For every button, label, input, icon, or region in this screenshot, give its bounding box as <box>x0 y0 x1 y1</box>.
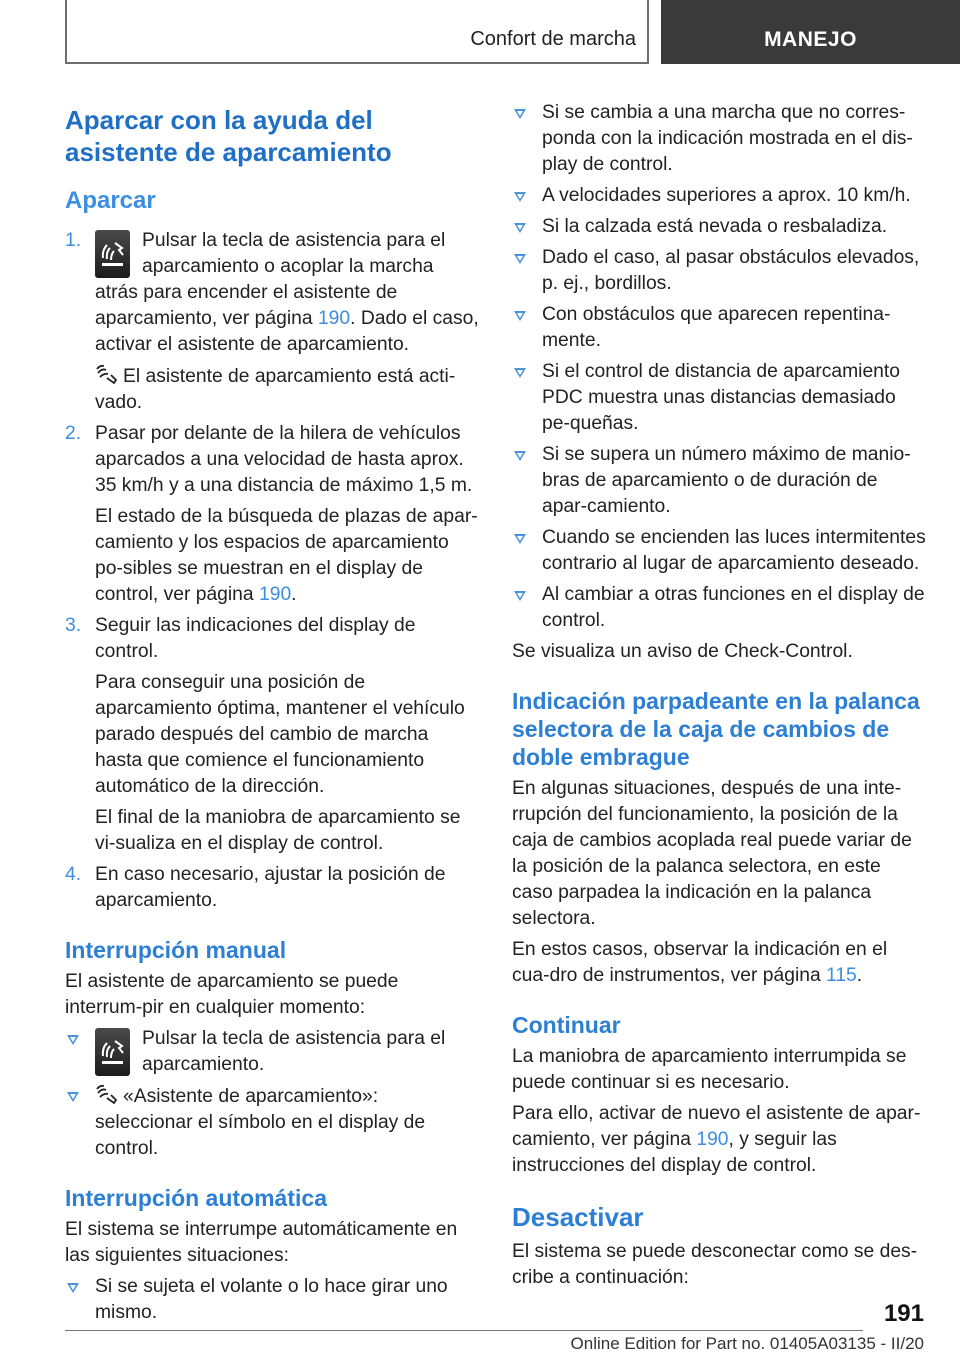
parking-assistant-symbol-icon <box>95 1083 119 1105</box>
heading-indicacion-parpadeante: Indicación parpadeante en la palanca selectora de la caja de cambios de doble embrague <box>512 688 920 770</box>
step-1-note <box>65 363 479 416</box>
paragraph: El sistema se interrumpe automáticamente en las siguientes situaciones: <box>65 1219 458 1266</box>
page-title: Aparcar con la ayuda del asistente de aparcamiento <box>65 105 392 167</box>
bullet-triangle-icon <box>514 302 528 328</box>
bullet-triangle-icon <box>514 359 528 385</box>
list-item-text: Con obstáculos que aparecen repentina-mente. <box>542 304 891 351</box>
note-text: El asistente de aparcamiento está acti-vado. <box>95 366 456 413</box>
note-text: . <box>291 584 297 605</box>
step-text: Seguir las indicaciones del display de control. <box>95 615 416 662</box>
list-item <box>512 302 926 354</box>
footer-divider <box>65 1330 863 1331</box>
step-3 <box>65 613 479 665</box>
list-item-text: A velocidades superiores a aprox. 10 km/h. <box>542 185 911 206</box>
bullet-triangle-icon <box>514 525 528 551</box>
paragraph-text: , y seguir las instrucciones del display de control. <box>512 1129 837 1176</box>
paragraph: El asistente de aparcamiento se puede interrum-pir en cualquier momento: <box>65 971 399 1018</box>
list-item-text: «Asistente de aparcamiento»: seleccionar el símbolo en el display de control. <box>95 1086 426 1159</box>
list-item-text: Al cambiar a otras funciones en el display de control. <box>542 584 925 631</box>
page-number: 191 <box>883 1300 924 1327</box>
list-item <box>512 442 926 520</box>
paragraph: En algunas situaciones, después de una inte-rrupción del funcionamiento, la posición de la caja de cambios acoplada real puede variar de la posición de la palanca selectora, en este caso parpadea la indicación en la palanca selectora. <box>512 778 912 929</box>
step-1 <box>65 228 479 358</box>
step-2 <box>65 421 479 499</box>
header-section-title: Confort de marcha <box>470 28 636 50</box>
bullet-triangle-icon <box>514 442 528 468</box>
list-item <box>512 245 926 297</box>
paragraph-text: Para ello, activar de nuevo el asistente de apar-camiento, ver página <box>512 1103 921 1150</box>
page-reference-link[interactable]: 115 <box>826 965 857 986</box>
step-number: 1. <box>65 230 82 251</box>
header-chapter-tab: MANEJO <box>661 0 960 64</box>
paragraph <box>512 937 926 989</box>
list-item-text: Dado el caso, al pasar obstáculos elevados, p. ej., bordillos. <box>542 247 920 294</box>
list-item-text: Si se supera un número máximo de manio-bras de aparcamiento o de duración de apar-camiento. <box>542 444 911 517</box>
step-text: Pasar por delante de la hilera de vehículos aparcados a una velocidad de hasta aprox. 35 km/h y a una distancia de máximo 1,5 m. <box>95 423 473 496</box>
page-reference-link[interactable]: 190 <box>696 1129 729 1150</box>
heading-aparcar: Aparcar <box>65 187 156 214</box>
step-2-note <box>65 504 479 608</box>
page-header <box>65 0 960 64</box>
list-item-text: Si el control de distancia de aparcamiento PDC muestra unas distancias demasiado pe-queñas. <box>542 361 900 434</box>
list-item <box>512 359 926 437</box>
bullet-triangle-icon <box>514 245 528 271</box>
list-item-text: Pulsar la tecla de asistencia para el aparcamiento. <box>142 1028 446 1075</box>
paragraph: El sistema se puede desconectar como se des-cribe a continuación: <box>512 1241 918 1288</box>
list-item <box>512 183 926 209</box>
list-item-text: Si se cambia a una marcha que no corres-ponda con la indicación mostrada en el dis-play de control. <box>542 102 913 175</box>
paragraph: Se visualiza un aviso de Check-Control. <box>512 641 853 662</box>
parking-assistant-button-icon <box>95 1028 130 1076</box>
list-item <box>65 1026 479 1078</box>
paragraph: La maniobra de aparcamiento interrumpida se puede continuar si es necesario. <box>512 1046 907 1093</box>
right-column <box>512 100 926 1296</box>
step-number: 4. <box>65 864 82 885</box>
parking-assistant-button-icon <box>95 230 130 278</box>
heading-continuar: Continuar <box>512 1012 621 1038</box>
step-3-note: El final de la maniobra de aparcamiento se vi-sualiza en el display de control. <box>95 807 461 854</box>
bullet-triangle-icon <box>514 582 528 608</box>
step-text: En caso necesario, ajustar la posición de aparcamiento. <box>95 864 446 911</box>
parking-assistant-symbol-icon <box>95 363 119 385</box>
bullet-triangle-icon <box>67 1026 81 1052</box>
left-column <box>65 100 479 1331</box>
step-4 <box>65 862 479 914</box>
bullet-triangle-icon <box>67 1083 81 1109</box>
heading-interrupcion-manual: Interrupción manual <box>65 937 287 963</box>
list-item <box>512 525 926 577</box>
edition-note: Online Edition for Part no. 01405A03135 - II/20 <box>570 1334 924 1353</box>
bullet-triangle-icon <box>514 100 528 126</box>
note-text: El estado de la búsqueda de plazas de apar-camiento y los espacios de aparcamiento po-sibles se muestran en el display de control, ver página <box>95 506 478 605</box>
list-item <box>512 100 926 178</box>
paragraph-text: . <box>856 965 863 986</box>
page-reference-link[interactable]: 190 <box>259 584 292 605</box>
heading-desactivar: Desactivar <box>512 1202 644 1232</box>
page-reference-link[interactable]: 190 <box>317 308 351 329</box>
paragraph-text: En estos casos, observar la indicación en el cua-dro de instrumentos, ver página <box>512 939 888 986</box>
list-item <box>512 582 926 634</box>
step-number: 2. <box>65 423 82 444</box>
paragraph <box>512 1101 926 1179</box>
list-item-text: Si se sujeta el volante o lo hace girar uno mismo. <box>95 1276 448 1323</box>
list-item-text: Si la calzada está nevada o resbaladiza. <box>542 216 888 237</box>
list-item <box>512 214 926 240</box>
bullet-triangle-icon <box>67 1274 81 1300</box>
list-item <box>65 1083 479 1162</box>
step-text: . Dado el caso, activar el asistente de aparcamiento. <box>95 308 479 355</box>
heading-interrupcion-automatica: Interrupción automática <box>65 1185 327 1211</box>
bullet-triangle-icon <box>514 214 528 240</box>
step-3-note: Para conseguir una posición de aparcamiento óptima, mantener el vehículo parado después del cambio de marcha hasta que comience el funcionamiento automático de la dirección. <box>95 672 465 797</box>
list-item-text: Cuando se encienden las luces intermitentes contrario al lugar de aparcamiento deseado. <box>542 527 926 574</box>
list-item <box>65 1274 479 1326</box>
bullet-triangle-icon <box>514 183 528 209</box>
step-number: 3. <box>65 615 82 636</box>
step-text: Pulsar la tecla de asistencia para el aparcamiento o acoplar la marcha atrás para encender el asistente de aparcamiento, ver página <box>95 230 446 329</box>
